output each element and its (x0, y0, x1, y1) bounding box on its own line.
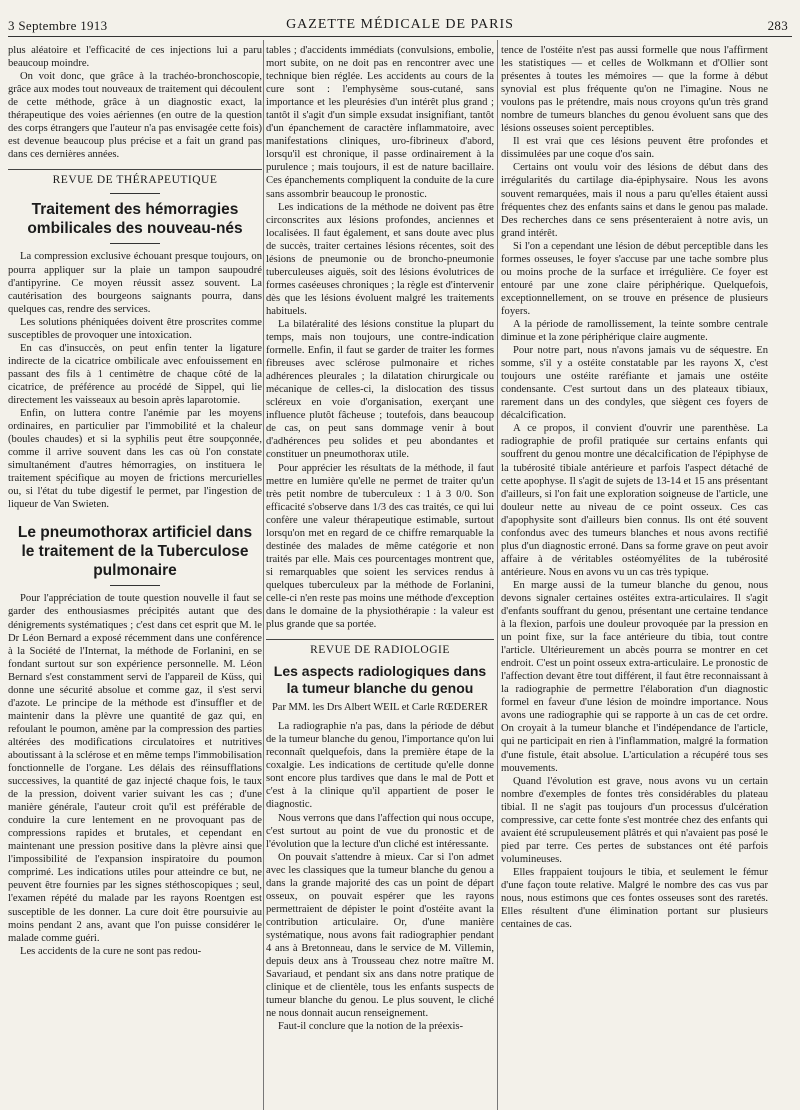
paragraph: Pour notre part, nous n'avons jamais vu de séquestre. En somme, s'il y a ostéite constatable par les rayons X, c'est toujours une ostéite raréfiante et jamais une ostéite condensante. C'est surtout dans un des plateaux tibiaux, rarement dans un des condyles, que siègent ces foyers de décalcification. (501, 345, 768, 422)
issue-date: 3 Septembre 1913 (8, 18, 108, 33)
paragraph: Si l'on a cependant une lésion de début perceptible dans les formes osseuses, le foyer s'accuse par une tache sombre plus ou moins proche de la surface et irrégulière. Ce foyer est entouré par une zone claire périphérique. Quelquefois, exceptionnellement, on se trouve en présence de plusieurs foyers. (501, 240, 768, 317)
paragraph: tence de l'ostéite n'est pas aussi formelle que nous l'affirment les statistiques — et celles de Wolkmann et d'Ollier sont présentes à toutes les mémoires — que la forme à début synovial est plus fréquente qu'on ne l'imagine. Nous ne voulons pas le prétendre, mais nous croyons qu'un très grand nombre de tumeurs blanches du genou évoluent sans que des lésions osseuses soient perceptibles. (501, 45, 768, 135)
section-heading: REVUE DE THÉRAPEUTIQUE (8, 169, 262, 187)
paragraph: A ce propos, il convient d'ouvrir une parenthèse. La radiographie de profil pratiquée sur certains enfants qui souffrent du genou montre une décalcification de l'épiphyse de la tubérosité tibiale antérieure et parfois l'aspect détaché de cette apophyse. Il s'agit de sujets de 13-14 et 15 ans présentant d'ailleurs, si l'on fait une exploration soigneuse de l'article, une douleur nette au niveau de ce point osseux. Ces cas d'apophysite sont d'ailleurs bien connus. Ils ont été souvent confondus avec des tumeurs blanches et nous avons rectifié plus d'un diagnostic erroné. Dans sa forme grave on peut avoir affaire à de véritables ostéomyélites de la tubérosité antérieure. Nous en avons vu un cas très typique. (501, 423, 768, 578)
paragraph: Il est vrai que ces lésions peuvent être profondes et dissimulées par une coque d'os sain. (501, 136, 768, 161)
paragraph: La compression exclusive échouant presque toujours, on pourra appliquer sur la plaie un tampon saupoudré d'antipyrine. Ce moyen réussit assez souvent. La cautérisation des bourgeons saignants pourra, dans quelques cas, rendre des services. (8, 251, 262, 315)
article-title: Les aspects radiologiques dans la tumeur blanche du genou (273, 663, 487, 697)
article-authors: Par MM. les Drs Albert WEIL et Carle RŒDERER (271, 702, 489, 714)
paragraph: On pouvait s'attendre à mieux. Car si l'on admet avec les classiques que la tumeur blanche du genou a dans la grande majorité des cas un point de départ osseux, on pouvait espérer que les rayons permettraient de dépister le point d'ostéite avant la contribution articulaire. Or, d'une manière systématique, nous avons fait radiographier pendant 4 ans à Bretonneau, dans le service de M. Villemin, depuis deux ans à Trousseau chez notre maître M. Savariaud, et pendant six ans dans notre pratique de clinique et de clientèle, tous les enfants suspects de tumeur blanche du genou. Le plus souvent, le cliché ne nous donnait aucun renseignement. (266, 851, 494, 1020)
page-header (8, 14, 792, 37)
paragraph: tables ; d'accidents immédiats (convulsions, embolie, mort subite, on ne doit pas en rencontrer avec une technique bien réglée. Les accidents au cours de la cure sont : l'emphysème sous-cutané, sans importance et les pleurésies d'un intérêt plus grand ; tantôt il s'agit d'un simple exsudat insignifiant, tantôt d'un épanchement de caractère inflammatoire, avec manifestations cliniques, uro-fibrineux d'abord, lorsqu'il est chronique, il passe ordinairement à la purulence ; mais toujours, il est de nature bacillaire. Ces épanchements compliquent la conduite de la cure sans assombrir beaucoup le pronostic. (266, 45, 494, 200)
paragraph: Enfin, on luttera contre l'anémie par les moyens ordinaires, en particulier par l'immobilité et la chaleur (boules chaudes) et si la syphilis peut être soupçonnée, comme il arrive souvent dans les cas où l'on constate simultanément d'autres hémorragies, on instituera le traitement spécifique au moyen de frictions mercurielles ou, si l'état du tube digestif le permet, par l'ingestion de liqueur de Van Swieten. (8, 408, 262, 511)
column-divider (263, 40, 264, 1110)
column-divider (497, 40, 498, 1110)
paragraph: La radiographie n'a pas, dans la période de début de la tumeur blanche du genou, l'importance qu'on lui reconnaît quelquefois, dans la première étape de la coxalgie. Les indications de certitude qu'elle donne sont encore plus tardives que dans le mal de Pott et c'est à la clinique qu'il appartient de poser le diagnostic. (266, 721, 494, 811)
paragraph: Nous verrons que dans l'affection qui nous occupe, c'est surtout au point de vue du pronostic et de l'évolution que la lecture d'un cliché est intéressante. (266, 812, 494, 850)
divider (110, 193, 160, 194)
divider (110, 243, 160, 244)
paragraph: Certains ont voulu voir des lésions de début dans des irrégularités du cartilage dia-épiphysaire. Nous les avons souvent remarquées, mais il nous a paru qu'elles étaient aussi fréquentes chez des enfants sains et dans le genou pas malade. Des recherches dans ce sens présenteraient à notre avis, un grand intérêt. (501, 162, 768, 239)
section-heading: REVUE DE RADIOLOGIE (266, 639, 494, 657)
paragraph: En marge aussi de la tumeur blanche du genou, nous devons signaler certaines ostéites extra-articulaires. Il s'agit d'enfants souffrant du genou, présentant une certaine tendance à la flexion, parfois une douleur provoquée par la pression en un point fixe, sur la face antérieure du tibia, tout contre l'article. Ultérieurement un abcès pourra se montrer en cet endroit. C'est un point osseux extra-articulaire. Le pronostic de l'affection devant être tout différent, il faut être reconnaissant à la radiographie de permettre l'élaboration d'un diagnostic formel en faveur d'une lésion de moindre importance. Nous avons une radiographie qui se rapporte à un cas de cet ordre. On croyait à la tumeur blanche et l'indépendance de l'article, qui ne participait en rien à l'inflammation, malgré la formation d'une fistule, était absolue. L'articulation a récupéré tous ses mouvements. (501, 579, 768, 774)
paragraph: Les solutions phéniquées doivent être proscrites comme susceptibles de provoquer une intoxication. (8, 316, 262, 341)
page-number: 283 (767, 18, 788, 33)
article-title: Le pneumothorax artificiel dans le traitement de la Tuberculose pulmonaire (17, 524, 253, 580)
divider (110, 585, 160, 586)
paragraph: Pour apprécier les résultats de la méthode, il faut mettre en lumière qu'elle ne permet de traiter qu'un très petit nombre de tuberculeux : 1 à 3 0/0. Son efficacité s'observe dans 1/3 des cas traités, ce qui lui confère une valeur thérapeutique estimable, surtout lorsqu'on met en regard de ce chiffre remarquable la destinée des malades de même catégorie et non traités par elle. Mais ces pourcentages montrent que, si remarquables que soient les services rendus à quelques tuberculeux par la méthode de Forlanini, celle-ci n'en reste pas moins une méthode d'exception dans le domaine de la physiothérapie : la valeur est plus grande que sa portée. (266, 462, 494, 631)
column-2 (266, 44, 494, 1104)
journal-title: GAZETTE MÉDICALE DE PARIS (286, 17, 514, 32)
paragraph: En cas d'insuccès, on peut enfin tenter la ligature indirecte de la cicatrice ombilicale avec enfouissement en passant des fils à 1 centimètre de chaque côté de la cicatrice, de préférence au procédé de Sippel, qui lie directement les vaisseaux au besoin après laparotomie. (8, 342, 262, 406)
column-1 (8, 44, 262, 1104)
paragraph: Pour l'appréciation de toute question nouvelle il faut se garder des enthousiasmes précipités autant que des dénigrements systématiques ; c'est dans cet esprit que M. le Dr Léon Bernard a exposé récemment dans une conférence à la Société de l'Internat, la méthode de Forlanini, en se fondant surtout sur son expérience personnelle. M. Léon Bernard s'est constamment servi de l'appareil de Küss, qui donne une sécurité absolue et comme gaz, il s'est servi d'azote. Le principe de la méthode est d'insuffler et de maintenir dans la plèvre une quantité de gaz qui, en refoulant le poumon, amène par la compression des parties altérées des modifications circulatoires et nutritives aboutissant à la sclérose et en même temps l'immobilisation fonctionnelle de l'organe. Les délais des réinsufflations successives, la quantité de gaz injecté chaque fois, le taux de la pression, doivent varier suivant les cas ; d'une manière générale, l'auteur croit qu'il est préférable de conduire la cure lentement en ne provoquant pas de compressions rapides et brutales, et cependant en maintenant une pression positive dans la plèvre ainsi que l'impossibilité de l'expansion inspiratoire du poumon comprimé. Les indications utiles pour atteindre ce but, ne peuvent être fournies par les signes stéthoscopiques ; seul, l'examen répété du malade par les rayons Roentgen est susceptible de les donner. La cure doit être poursuivie au moins pendant 2 ans, avant que l'on puisse considérer le malade comme guéri. (8, 593, 262, 944)
paragraph: Quand l'évolution est grave, nous avons vu un certain nombre d'exemples de fontes très considérables du plateau tibial. Il ne s'agit pas toujours d'un processus d'ulcération compressive, car cette fonte s'est montrée chez des enfants qui avaient été scrupuleusement plâtrés et qui n'avaient pas posé le pied par terre. Ces pertes de substances ont été parfois volumineuses. (501, 775, 768, 865)
paragraph: plus aléatoire et l'efficacité de ces injections lui a paru beaucoup moindre. (8, 45, 262, 70)
paragraph: Les indications de la méthode ne doivent pas être circonscrites aux lésions profondes, anciennes et localisées. Il faut également, et sans doute avec plus de succès, traiter certaines lésions récentes, soit des lésions de pneumonie ou de broncho-pneumonie tuberculeuses aiguës, soit des lésions évolutrices de formes caséeuses chroniques ; la règle est d'intervenir dès que les lésions évoluent malgré les traitements habituels. (266, 201, 494, 317)
article-title: Traitement des hémorragies ombilicales des nouveau-nés (27, 201, 243, 238)
paragraph: Elles frappaient toujours le tibia, et seulement le fémur d'une façon toute relative. Malgré le nombre des cas vus par nous, nous estimons que ces fontes osseuses sont des raretés. Elles résultent d'une élimination portant sur plusieurs centaines de cas. (501, 866, 768, 931)
paragraph: A la période de ramollissement, la teinte sombre centrale diminue et la zone périphérique claire augmente. (501, 318, 768, 344)
paragraph: Les accidents de la cure ne sont pas redou- (20, 945, 202, 957)
column-3 (501, 44, 768, 1104)
paragraph: La bilatéralité des lésions constitue la plupart du temps, mais non toujours, une contre-indication formelle. Enfin, il faut se garder de traiter les formes fibreuses avec sclérose pulmonaire et riches adhérences pleurales ; la dilatation chirurgicale ou mécanique de celles-ci, la dislocation des tissus scléreux en voie d'organisation, exerçant une influence plutôt fâcheuse ; toutefois, dans beaucoup de cas, on peut sans dommage venir à bout d'adhérences peu solides et peu abondantes et constituer un pneumothorax utile. (266, 318, 494, 461)
paragraph: On voit donc, que grâce à la trachéo-bronchoscopie, grâce aux modes tout nouveaux de traitement qui découlent de cette méthode, grâce à un diagnostic exact, la thérapeutique des voies aériennes (en outre de la question des corps étrangers que l'auteur n'a pas envisagée cette fois) est devenue beaucoup plus précise et a fait un grand pas dans ces dernières années. (8, 71, 262, 161)
paragraph: Faut-il conclure que la notion de la préexis- (278, 1021, 464, 1033)
